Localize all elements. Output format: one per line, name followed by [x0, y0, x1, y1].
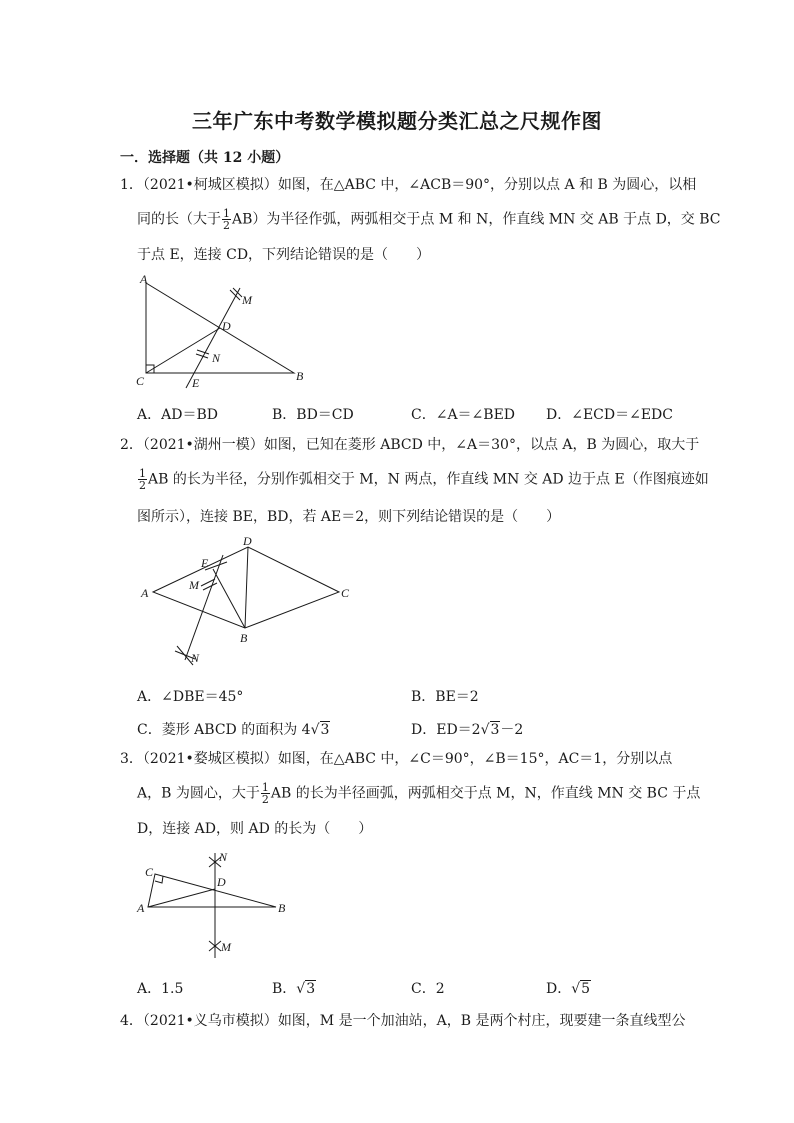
arc-mark-m2 — [233, 288, 242, 297]
question-text: AB）为半径作弧，两弧相交于点 M 和 N，作直线 MN 交 AB 于点 D，交 BC — [232, 211, 721, 228]
diagonal-bd — [245, 547, 248, 628]
question-source: （2021•义乌市模拟） — [142, 1013, 278, 1029]
option-text: C．菱形 ABCD 的面积为 4 — [137, 722, 311, 738]
section-heading: 一．选择题（共 12 小题） — [120, 150, 290, 166]
question-2-line-2 — [137, 468, 709, 491]
fraction-denominator: 2 — [139, 479, 146, 492]
segment-be — [213, 569, 245, 628]
question-text: A，B 为圆心，大于 — [137, 785, 260, 802]
option-text: D．ED＝2 — [411, 722, 481, 738]
sqrt-radicand: 3 — [490, 722, 500, 738]
segment-cd — [146, 328, 220, 373]
sqrt-radicand: 5 — [581, 981, 591, 997]
question-1-line-3: 于点 E，连接 CD，下列结论错误的是（ ） — [137, 247, 431, 263]
fraction-half — [222, 208, 231, 231]
question-3-line-2 — [137, 782, 700, 805]
label-a: A — [137, 901, 145, 915]
option-a[interactable]: A．1.5 — [137, 981, 184, 997]
fraction-half — [261, 782, 270, 805]
question-source: （2021•湖州一模） — [142, 437, 264, 453]
question-number: 1． — [120, 177, 143, 193]
label-b: B — [296, 369, 304, 383]
label-m: M — [242, 293, 252, 307]
question-number: 2． — [120, 437, 143, 453]
label-a: A — [140, 272, 148, 286]
option-c[interactable]: C．∠A＝∠BED — [411, 407, 516, 423]
question-2-figure — [135, 535, 365, 670]
question-text: 如图，M 是一个加油站，A，B 是两个村庄，现要建一条直线型公 — [277, 1013, 686, 1029]
question-1-line-1 — [120, 175, 696, 195]
arc-mark-n2 — [197, 350, 209, 354]
option-text: D． — [546, 981, 572, 997]
option-d[interactable]: D．∠ECD＝∠EDC — [546, 407, 673, 423]
label-a: A — [141, 586, 149, 600]
question-text: 如图，在△ABC 中，∠ACB＝90°，分别以点 A 和 B 为圆心，以相 — [277, 177, 697, 193]
question-number: 3． — [120, 751, 143, 767]
question-text: 如图，已知在菱形 ABCD 中，∠A＝30°，以点 A，B 为圆心，取大于 — [263, 437, 700, 453]
segment-ad — [148, 889, 215, 907]
fraction-half — [138, 468, 147, 491]
question-text: AB 的长为半径，分别作弧相交于 M，N 两点，作直线 MN 交 AD 边于点 E（作图痕迹如 — [148, 471, 709, 488]
label-d: D — [217, 875, 226, 889]
option-b[interactable]: B．BE＝2 — [411, 689, 479, 705]
sqrt-radicand: 3 — [306, 981, 316, 997]
label-c: C — [136, 374, 145, 388]
question-4-line-1 — [120, 1011, 685, 1031]
right-angle-mark — [155, 876, 163, 883]
label-n: N — [191, 651, 200, 665]
label-d: D — [222, 319, 231, 333]
question-3-figure — [133, 843, 303, 965]
option-c[interactable]: C．2 — [411, 981, 445, 997]
question-text: AB 的长为半径画弧，两弧相交于点 M，N，作直线 MN 交 BC 于点 — [270, 785, 701, 802]
question-2-line-1 — [120, 435, 699, 455]
page-title: 三年广东中考数学模拟题分类汇总之尺规作图 — [192, 109, 602, 133]
option-a[interactable]: A．AD＝BD — [137, 407, 218, 423]
fraction-numerator: 1 — [261, 781, 269, 794]
line-mn — [185, 555, 223, 660]
option-a[interactable]: A．∠DBE＝45° — [137, 689, 244, 705]
label-c: C — [145, 865, 154, 879]
question-text: 如图，在△ABC 中，∠C＝90°，∠B＝15°，AC＝1，分别以点 — [277, 751, 673, 767]
question-3-line-3: D，连接 AD，则 AD 的长为（ ） — [137, 821, 373, 837]
question-1-figure — [130, 270, 320, 395]
sqrt-radicand: 3 — [320, 722, 330, 738]
option-d[interactable]: D．ED＝2√3－2 — [411, 722, 524, 738]
label-n: N — [219, 850, 228, 864]
fraction-numerator: 1 — [139, 467, 146, 480]
label-e: E — [192, 376, 200, 390]
label-d: D — [243, 535, 252, 548]
label-c: C — [341, 586, 350, 600]
question-1-line-2 — [137, 208, 721, 231]
option-b[interactable]: B．√3 — [272, 981, 316, 997]
option-d[interactable]: D．√5 — [546, 981, 591, 997]
question-source: （2021•柯城区模拟） — [142, 177, 278, 193]
question-3-line-1 — [120, 749, 672, 769]
option-text: B． — [272, 981, 297, 997]
label-e: E — [201, 556, 209, 570]
question-number: 4． — [120, 1013, 143, 1029]
fraction-denominator: 2 — [223, 219, 230, 232]
label-b: B — [240, 631, 248, 645]
question-2-line-3: 图所示），连接 BE，BD，若 AE＝2，则下列结论错误的是（ ） — [137, 509, 561, 525]
label-b: B — [278, 901, 286, 915]
option-c[interactable]: C．菱形 ABCD 的面积为 4√3 — [137, 722, 330, 738]
fraction-numerator: 1 — [223, 207, 230, 220]
label-n: N — [212, 351, 221, 365]
option-b[interactable]: B．BD＝CD — [272, 407, 354, 423]
label-m: M — [221, 940, 231, 954]
question-source: （2021•婺城区模拟） — [142, 751, 278, 767]
label-m: M — [189, 578, 199, 592]
option-text-tail: －2 — [500, 722, 524, 738]
fraction-denominator: 2 — [261, 793, 269, 806]
question-text: 同的长（大于 — [137, 211, 221, 228]
